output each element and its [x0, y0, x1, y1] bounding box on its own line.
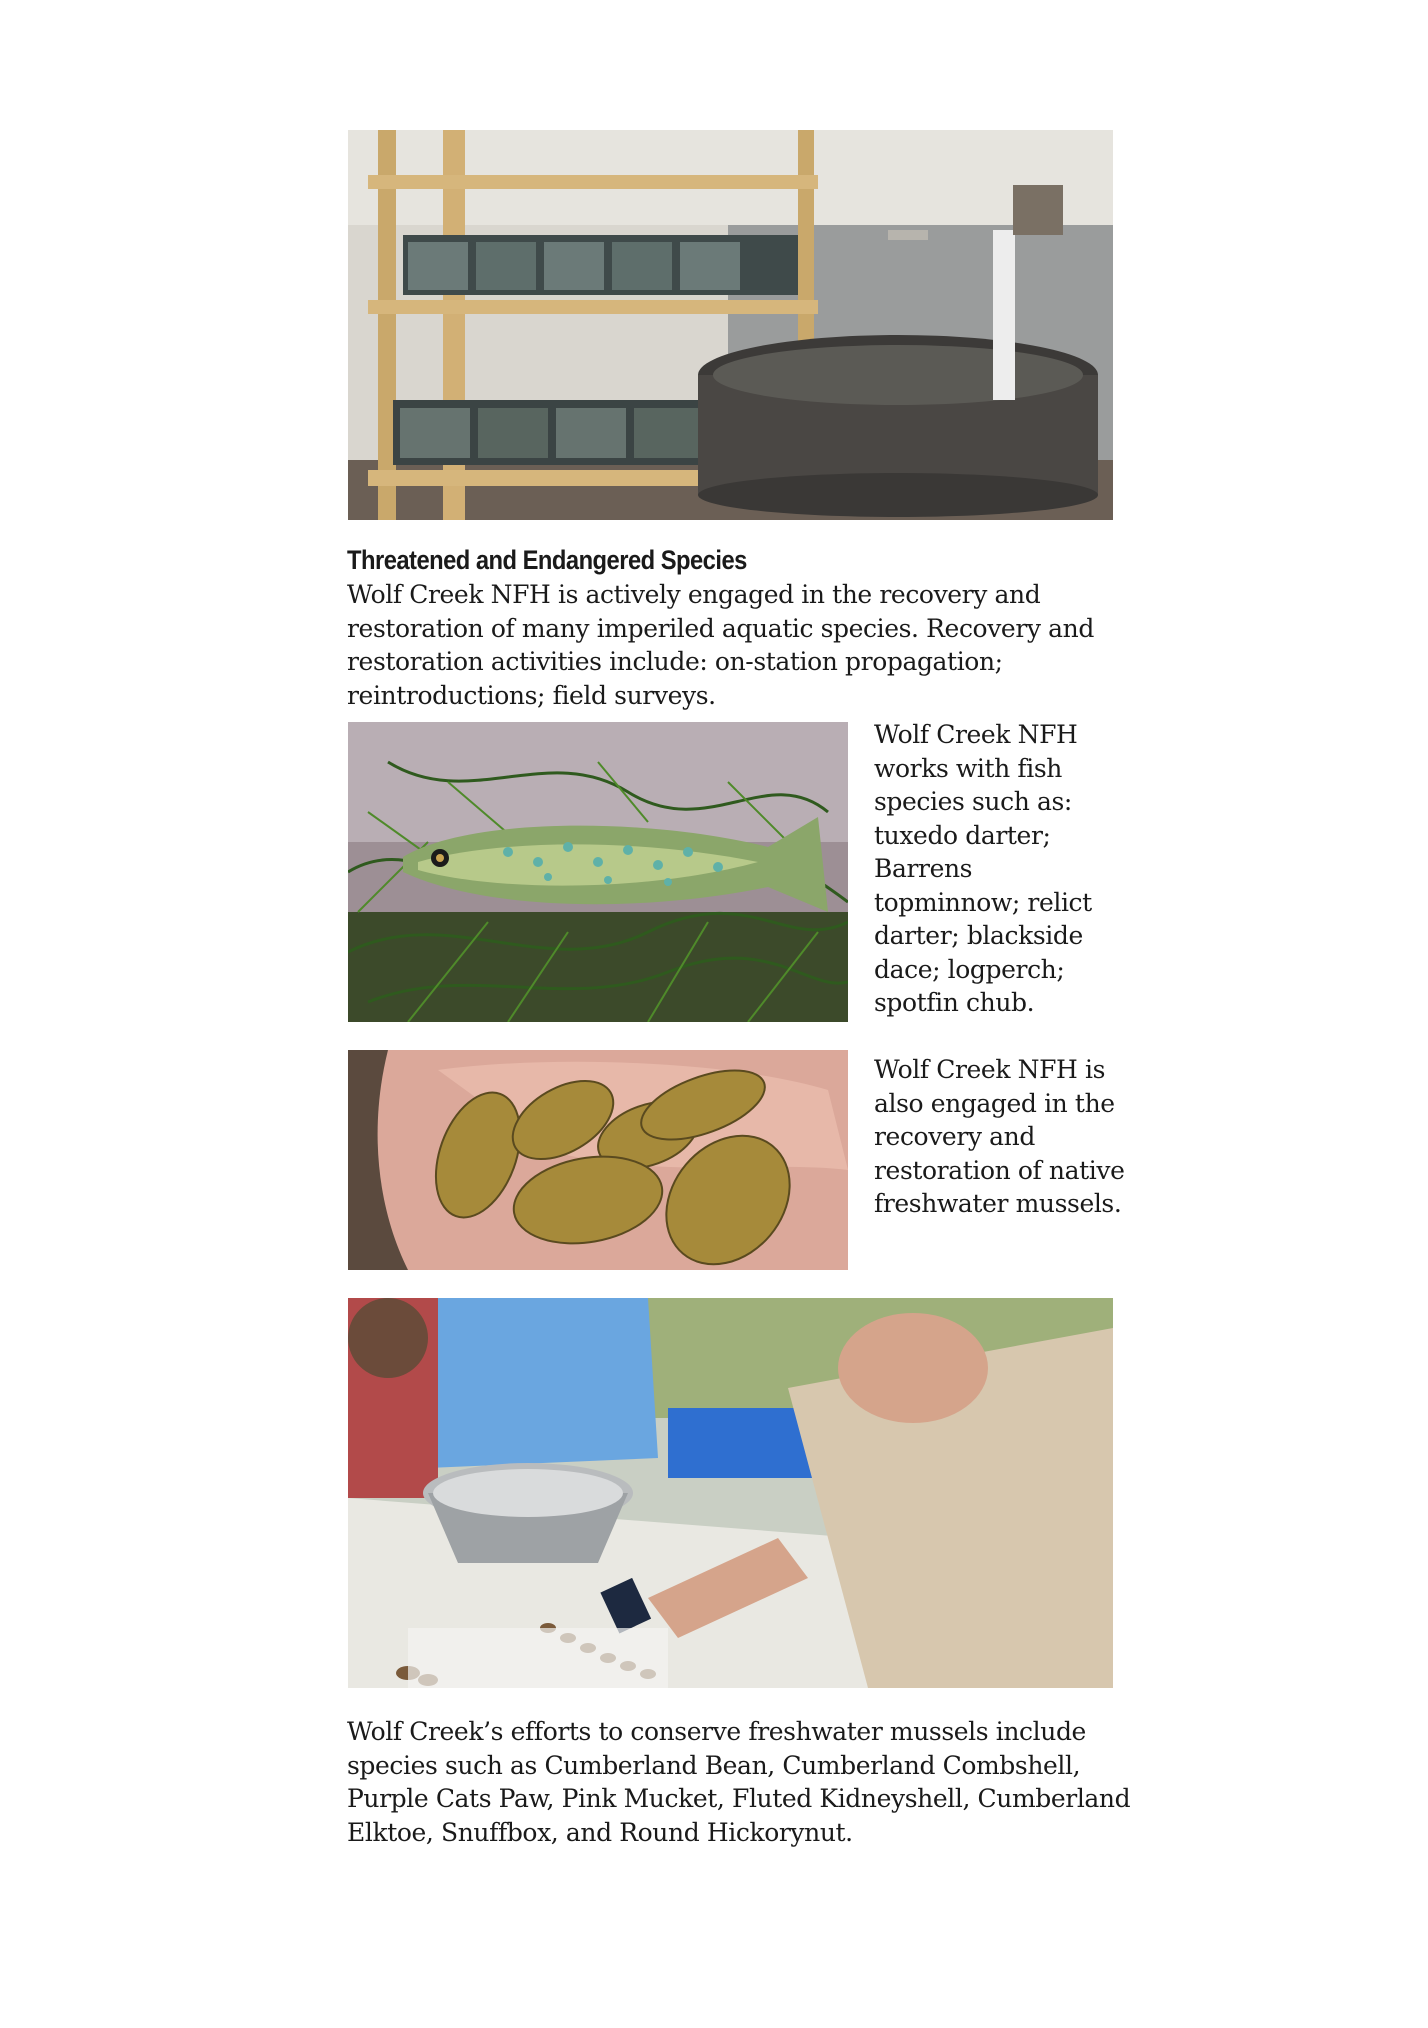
hatchery-lab-illustration: [348, 130, 1113, 520]
mussel-caption: Wolf Creek NFH is also engaged in the recovery and restoration of native freshwater mussels.: [874, 1055, 1125, 1218]
photo-mussel-measuring: [348, 1298, 1113, 1688]
intro-paragraph: Wolf Creek NFH is actively engaged in the recovery and restoration of many imperiled aquatic species. Recovery and restoration activities include: on-station propagation; reintroductions; field surveys.: [347, 580, 1094, 710]
section-heading: Threatened and Endangered Species: [347, 545, 747, 575]
photo-mussels: [348, 1050, 848, 1270]
fish-caption: Wolf Creek NFH works with fish species such as: tuxedo darter; Barrens topminnow; relict darter; blackside dace; logperch; spotfin chub.: [874, 720, 1092, 1017]
fish-illustration: [348, 722, 848, 1022]
photo-fish: [348, 722, 848, 1022]
photo-hatchery-lab: [348, 130, 1113, 520]
mussel-measuring-illustration: [348, 1298, 1113, 1688]
mussel-species-paragraph: Wolf Creek’s efforts to conserve freshwater mussels include species such as Cumberland Bean, Cumberland Combshell, Purple Cats Paw, Pink Mucket, Fluted Kidneyshell, Cumberland Elktoe, Snuffbox, and Round Hickorynut.: [347, 1717, 1131, 1847]
mussels-illustration: [348, 1050, 848, 1270]
